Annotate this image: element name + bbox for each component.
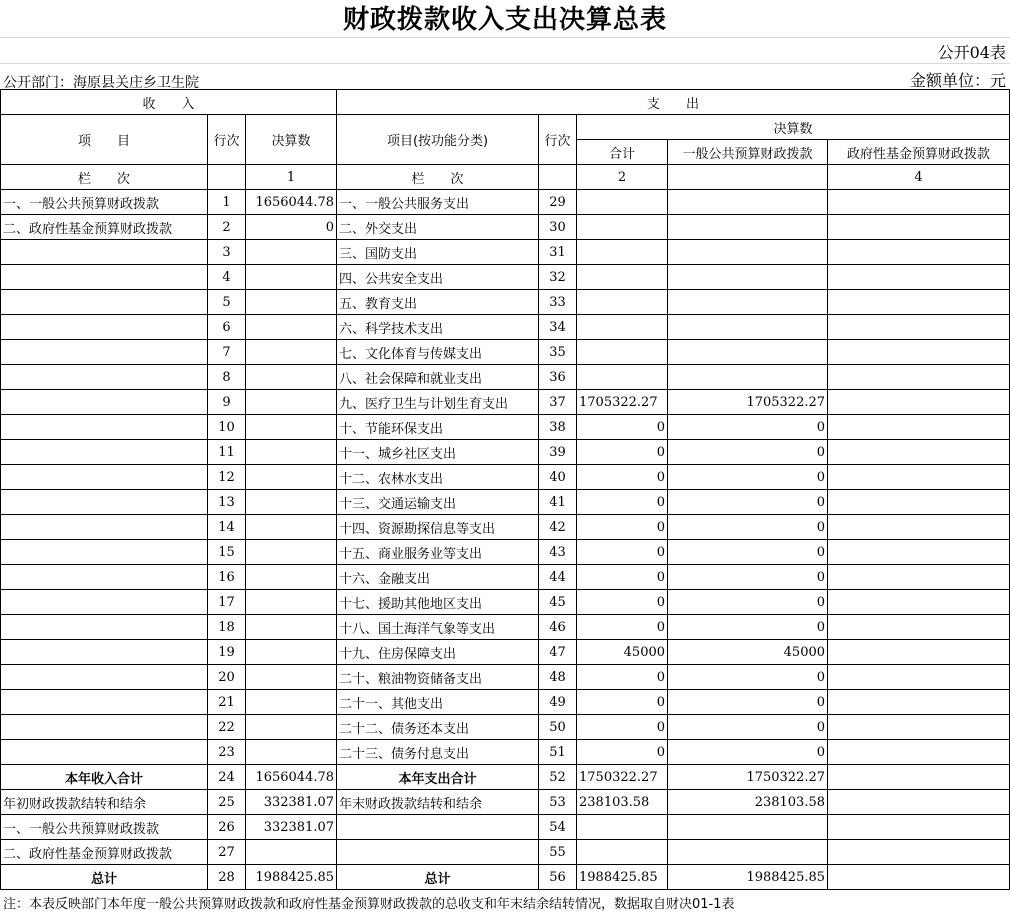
- expense-item-cell: 八、社会保障和就业支出: [337, 365, 539, 390]
- expense-line-no-cell: 47: [539, 640, 577, 665]
- expense-line-no-cell: 33: [539, 290, 577, 315]
- expense-fund-cell: [828, 340, 1010, 365]
- expense-item-header: 项目(按功能分类): [337, 115, 539, 165]
- table-row: [1, 640, 1010, 665]
- expense-item-cell: [337, 815, 539, 840]
- income-line-no-cell: 19: [208, 640, 246, 665]
- grid-line: [0, 37, 1010, 38]
- expense-general-cell: [668, 315, 828, 340]
- expense-fund-cell: [828, 190, 1010, 215]
- income-item-cell: [1, 465, 208, 490]
- expense-total-cell: 45000: [577, 640, 668, 665]
- expense-total-cell: [577, 315, 668, 340]
- expense-item-cell: 三、国防支出: [337, 240, 539, 265]
- expense-general-cell: [668, 815, 828, 840]
- expense-fund-cell: [828, 590, 1010, 615]
- expense-line-no-cell: 48: [539, 665, 577, 690]
- expense-total-cell: 1988425.85: [577, 865, 668, 890]
- income-line-no-cell: 21: [208, 690, 246, 715]
- expense-total-cell: [577, 190, 668, 215]
- income-item-cell: 二、政府性基金预算财政拨款: [1, 840, 208, 865]
- expense-fund-cell: [828, 390, 1010, 415]
- income-item-cell: [1, 365, 208, 390]
- expense-line-no-cell: 43: [539, 540, 577, 565]
- expense-line-no-cell: 53: [539, 790, 577, 815]
- expense-item-cell: 十三、交通运输支出: [337, 490, 539, 515]
- income-item-cell: [1, 615, 208, 640]
- income-line-no-cell: 23: [208, 740, 246, 765]
- table-row: [1, 565, 1010, 590]
- expense-line-no-header: 行次: [539, 115, 577, 165]
- income-item-cell: [1, 715, 208, 740]
- expense-total-cell: 0: [577, 490, 668, 515]
- expense-total-cell: [577, 265, 668, 290]
- income-amount-cell: 1656044.78: [246, 190, 337, 215]
- income-line-no-cell: 10: [208, 415, 246, 440]
- expense-fund-cell: [828, 440, 1010, 465]
- expense-total-cell: [577, 365, 668, 390]
- page-title: 财政拨款收入支出决算总表: [342, 5, 667, 35]
- column-number: 1: [246, 165, 337, 190]
- table-row: [1, 690, 1010, 715]
- table-row: [1, 765, 1010, 790]
- expense-line-no-cell: 32: [539, 265, 577, 290]
- expense-amount-header: 决算数: [577, 115, 1010, 140]
- income-item-cell: [1, 315, 208, 340]
- expense-general-cell: [668, 365, 828, 390]
- expense-general-cell: 0: [668, 565, 828, 590]
- expense-general-cell: 1705322.27: [668, 390, 828, 415]
- expense-total-cell: [577, 215, 668, 240]
- income-line-no-cell: 4: [208, 265, 246, 290]
- income-amount-cell: [246, 740, 337, 765]
- expense-general-cell: 0: [668, 440, 828, 465]
- income-item-cell: [1, 290, 208, 315]
- expense-total-cell: 0: [577, 715, 668, 740]
- expense-fund-cell: [828, 815, 1010, 840]
- income-amount-cell: [246, 640, 337, 665]
- income-line-no-cell: 6: [208, 315, 246, 340]
- income-amount-cell: [246, 565, 337, 590]
- department-label: 公开部门：海原县关庄乡卫生院: [3, 75, 199, 91]
- income-line-no-cell: 7: [208, 340, 246, 365]
- table-row: [1, 365, 1010, 390]
- expense-general-cell: 238103.58: [668, 790, 828, 815]
- income-amount-cell: [246, 840, 337, 865]
- expense-line-no-cell: 30: [539, 215, 577, 240]
- income-amount-cell: 332381.07: [246, 815, 337, 840]
- table-row: [1, 715, 1010, 740]
- income-line-no-cell: 15: [208, 540, 246, 565]
- expense-fund-cell: [828, 765, 1010, 790]
- expense-general-cell: 0: [668, 590, 828, 615]
- expense-general-cell: [668, 240, 828, 265]
- expense-general-cell: 0: [668, 665, 828, 690]
- table-row: [1, 815, 1010, 840]
- income-line-no-cell: 3: [208, 240, 246, 265]
- income-amount-cell: [246, 415, 337, 440]
- table-row: [1, 440, 1010, 465]
- income-amount-cell: [246, 290, 337, 315]
- income-line-no-cell: 2: [208, 215, 246, 240]
- expense-fund-cell: [828, 515, 1010, 540]
- expense-item-cell: 七、文化体育与传媒支出: [337, 340, 539, 365]
- expense-item-cell: 十一、城乡社区支出: [337, 440, 539, 465]
- expense-item-cell: 年末财政拨款结转和结余: [337, 790, 539, 815]
- income-line-no-cell: 26: [208, 815, 246, 840]
- expense-header: 支 出: [337, 90, 1010, 115]
- income-item-cell: [1, 265, 208, 290]
- income-line-no-cell: 27: [208, 840, 246, 865]
- income-amount-header: 决算数: [246, 115, 337, 165]
- income-line-no-cell: 20: [208, 665, 246, 690]
- expense-total-cell: 0: [577, 515, 668, 540]
- income-amount-cell: [246, 390, 337, 415]
- expense-line-no-cell: 50: [539, 715, 577, 740]
- income-amount-cell: [246, 590, 337, 615]
- expense-item-cell: 十九、住房保障支出: [337, 640, 539, 665]
- income-amount-cell: [246, 715, 337, 740]
- income-amount-cell: 1656044.78: [246, 765, 337, 790]
- expense-total-cell: [577, 340, 668, 365]
- table-row: [1, 415, 1010, 440]
- income-item-cell: [1, 665, 208, 690]
- expense-fund-cell: [828, 865, 1010, 890]
- income-line-no-cell: 8: [208, 365, 246, 390]
- expense-line-no-cell: 38: [539, 415, 577, 440]
- expense-fund-cell: [828, 315, 1010, 340]
- expense-line-no-cell: 31: [539, 240, 577, 265]
- expense-line-no-cell: 52: [539, 765, 577, 790]
- table-row: [1, 790, 1010, 815]
- expense-line-no-cell: 55: [539, 840, 577, 865]
- income-amount-cell: 332381.07: [246, 790, 337, 815]
- expense-total-cell: 1705322.27: [577, 390, 668, 415]
- expense-total-cell: 0: [577, 740, 668, 765]
- expense-fund-cell: [828, 840, 1010, 865]
- gov-fund-column-header: 政府性基金预算财政拨款: [828, 140, 1010, 165]
- column-label: 栏 次: [337, 165, 539, 190]
- table-row: [1, 265, 1010, 290]
- income-item-header: 项 目: [1, 115, 208, 165]
- income-item-cell: [1, 415, 208, 440]
- income-item-cell: 年初财政拨款结转和结余: [1, 790, 208, 815]
- table-row: [1, 390, 1010, 415]
- expense-item-cell: 六、科学技术支出: [337, 315, 539, 340]
- expense-general-cell: 45000: [668, 640, 828, 665]
- expense-total-cell: 0: [577, 565, 668, 590]
- expense-general-cell: [668, 840, 828, 865]
- expense-item-cell: 二十二、债务还本支出: [337, 715, 539, 740]
- expense-total-cell: 0: [577, 440, 668, 465]
- expense-item-cell: 十七、援助其他地区支出: [337, 590, 539, 615]
- expense-fund-cell: [828, 540, 1010, 565]
- expense-item-cell: 十二、农林水支出: [337, 465, 539, 490]
- column-number: 2: [577, 165, 668, 190]
- table-row: [1, 340, 1010, 365]
- expense-total-cell: 238103.58: [577, 790, 668, 815]
- column-number: [668, 165, 828, 190]
- expense-line-no-cell: 45: [539, 590, 577, 615]
- table-row: [1, 515, 1010, 540]
- income-line-no-cell: 28: [208, 865, 246, 890]
- income-line-no-cell: 9: [208, 390, 246, 415]
- expense-item-cell: 二、外交支出: [337, 215, 539, 240]
- income-item-cell: 本年收入合计: [1, 765, 208, 790]
- expense-general-cell: [668, 190, 828, 215]
- expense-line-no-cell: 37: [539, 390, 577, 415]
- income-amount-cell: [246, 540, 337, 565]
- expense-fund-cell: [828, 365, 1010, 390]
- expense-fund-cell: [828, 790, 1010, 815]
- footnote: 注：本表反映部门本年度一般公共预算财政拨款和政府性基金预算财政拨款的总收支和年末结余结转情况，数据取自财决01-1表: [3, 897, 735, 912]
- expense-fund-cell: [828, 465, 1010, 490]
- grid-line: [0, 63, 1010, 64]
- income-item-cell: [1, 540, 208, 565]
- expense-general-cell: 1988425.85: [668, 865, 828, 890]
- expense-total-cell: 0: [577, 665, 668, 690]
- income-line-no-cell: 16: [208, 565, 246, 590]
- expense-item-cell: 二十三、债务付息支出: [337, 740, 539, 765]
- table-row: [1, 490, 1010, 515]
- expense-general-cell: 0: [668, 540, 828, 565]
- expense-total-cell: 0: [577, 465, 668, 490]
- income-item-cell: [1, 390, 208, 415]
- expense-fund-cell: [828, 640, 1010, 665]
- income-amount-cell: [246, 365, 337, 390]
- income-line-no-cell: 22: [208, 715, 246, 740]
- income-item-cell: 一、一般公共预算财政拨款: [1, 815, 208, 840]
- income-item-cell: [1, 490, 208, 515]
- table-row: [1, 865, 1010, 890]
- expense-line-no-cell: 40: [539, 465, 577, 490]
- income-line-no-header: 行次: [208, 115, 246, 165]
- income-line-no-cell: 1: [208, 190, 246, 215]
- income-item-cell: [1, 240, 208, 265]
- expense-line-no-cell: 39: [539, 440, 577, 465]
- expense-line-no-cell: 49: [539, 690, 577, 715]
- income-amount-cell: [246, 265, 337, 290]
- income-item-cell: [1, 340, 208, 365]
- income-item-cell: 一、一般公共预算财政拨款: [1, 190, 208, 215]
- expense-general-cell: 0: [668, 490, 828, 515]
- income-amount-cell: [246, 615, 337, 640]
- income-line-no-cell: 17: [208, 590, 246, 615]
- income-line-no-cell: 12: [208, 465, 246, 490]
- income-item-cell: [1, 565, 208, 590]
- expense-line-no-cell: 29: [539, 190, 577, 215]
- expense-item-cell: 十六、金融支出: [337, 565, 539, 590]
- expense-line-no-cell: 36: [539, 365, 577, 390]
- income-amount-cell: [246, 665, 337, 690]
- general-budget-column-header: 一般公共预算财政拨款: [668, 140, 828, 165]
- expense-total-cell: 0: [577, 690, 668, 715]
- table-row: [1, 290, 1010, 315]
- table-row: [1, 315, 1010, 340]
- income-amount-cell: 1988425.85: [246, 865, 337, 890]
- column-number: 4: [828, 165, 1010, 190]
- table-row: [1, 215, 1010, 240]
- expense-item-cell: [337, 840, 539, 865]
- income-amount-cell: [246, 690, 337, 715]
- expense-total-cell: [577, 290, 668, 315]
- expense-general-cell: 0: [668, 690, 828, 715]
- income-line-no-cell: 14: [208, 515, 246, 540]
- income-item-cell: [1, 440, 208, 465]
- income-line-no-cell: 24: [208, 765, 246, 790]
- expense-item-cell: 九、医疗卫生与计划生育支出: [337, 390, 539, 415]
- income-item-cell: [1, 740, 208, 765]
- expense-item-cell: 四、公共安全支出: [337, 265, 539, 290]
- expense-fund-cell: [828, 215, 1010, 240]
- expense-item-cell: 十四、资源勘探信息等支出: [337, 515, 539, 540]
- expense-general-cell: 0: [668, 465, 828, 490]
- income-amount-cell: [246, 490, 337, 515]
- expense-general-cell: 0: [668, 715, 828, 740]
- income-line-no-cell: 5: [208, 290, 246, 315]
- expense-item-cell: 一、一般公共服务支出: [337, 190, 539, 215]
- form-code: 公开04表: [937, 43, 1006, 62]
- expense-item-cell: 本年支出合计: [337, 765, 539, 790]
- expense-line-no-cell: 35: [539, 340, 577, 365]
- income-header: 收 入: [1, 90, 337, 115]
- income-item-cell: [1, 515, 208, 540]
- expense-total-cell: 0: [577, 590, 668, 615]
- expense-item-cell: 二十一、其他支出: [337, 690, 539, 715]
- table-row: [1, 665, 1010, 690]
- expense-total-cell: 1750322.27: [577, 765, 668, 790]
- income-amount-cell: [246, 315, 337, 340]
- expense-total-cell: [577, 815, 668, 840]
- income-amount-cell: [246, 240, 337, 265]
- table-row: [1, 590, 1010, 615]
- budget-table: [0, 89, 1010, 890]
- income-item-cell: [1, 690, 208, 715]
- expense-total-cell: [577, 240, 668, 265]
- expense-fund-cell: [828, 240, 1010, 265]
- expense-line-no-cell: 54: [539, 815, 577, 840]
- income-line-no-cell: 18: [208, 615, 246, 640]
- expense-item-cell: 十、节能环保支出: [337, 415, 539, 440]
- income-line-no-cell: 11: [208, 440, 246, 465]
- total-column-header: 合计: [577, 140, 668, 165]
- column-label: 栏 次: [1, 165, 208, 190]
- income-line-no-cell: 13: [208, 490, 246, 515]
- income-item-cell: 总计: [1, 865, 208, 890]
- expense-fund-cell: [828, 690, 1010, 715]
- unit-label: 金额单位：元: [909, 71, 1006, 90]
- expense-fund-cell: [828, 265, 1010, 290]
- income-amount-cell: [246, 340, 337, 365]
- expense-total-cell: 0: [577, 615, 668, 640]
- empty-cell: [208, 165, 246, 190]
- table-row: [1, 615, 1010, 640]
- expense-line-no-cell: 51: [539, 740, 577, 765]
- expense-line-no-cell: 46: [539, 615, 577, 640]
- income-amount-cell: [246, 465, 337, 490]
- table-row: [1, 240, 1010, 265]
- income-amount-cell: [246, 515, 337, 540]
- table-row: [1, 190, 1010, 215]
- expense-fund-cell: [828, 615, 1010, 640]
- expense-item-cell: 二十、粮油物资储备支出: [337, 665, 539, 690]
- table-row: [1, 465, 1010, 490]
- expense-general-cell: [668, 265, 828, 290]
- expense-general-cell: 0: [668, 615, 828, 640]
- expense-fund-cell: [828, 415, 1010, 440]
- expense-general-cell: [668, 290, 828, 315]
- expense-fund-cell: [828, 565, 1010, 590]
- expense-general-cell: 0: [668, 740, 828, 765]
- expense-line-no-cell: 56: [539, 865, 577, 890]
- income-amount-cell: [246, 440, 337, 465]
- expense-general-cell: [668, 215, 828, 240]
- expense-total-cell: 0: [577, 415, 668, 440]
- income-line-no-cell: 25: [208, 790, 246, 815]
- expense-item-cell: 五、教育支出: [337, 290, 539, 315]
- income-item-cell: 二、政府性基金预算财政拨款: [1, 215, 208, 240]
- expense-fund-cell: [828, 665, 1010, 690]
- expense-line-no-cell: 42: [539, 515, 577, 540]
- expense-line-no-cell: 34: [539, 315, 577, 340]
- expense-item-cell: 总计: [337, 865, 539, 890]
- expense-general-cell: 0: [668, 415, 828, 440]
- expense-item-cell: 十五、商业服务业等支出: [337, 540, 539, 565]
- table-row: [1, 540, 1010, 565]
- expense-total-cell: 0: [577, 540, 668, 565]
- expense-general-cell: [668, 340, 828, 365]
- income-item-cell: [1, 590, 208, 615]
- expense-line-no-cell: 44: [539, 565, 577, 590]
- expense-general-cell: 1750322.27: [668, 765, 828, 790]
- expense-total-cell: [577, 840, 668, 865]
- expense-fund-cell: [828, 715, 1010, 740]
- expense-item-cell: 十八、国土海洋气象等支出: [337, 615, 539, 640]
- empty-cell: [539, 165, 577, 190]
- expense-line-no-cell: 41: [539, 490, 577, 515]
- expense-fund-cell: [828, 290, 1010, 315]
- table-row: [1, 840, 1010, 865]
- income-amount-cell: 0: [246, 215, 337, 240]
- expense-fund-cell: [828, 490, 1010, 515]
- table-row: [1, 740, 1010, 765]
- income-item-cell: [1, 640, 208, 665]
- expense-fund-cell: [828, 740, 1010, 765]
- expense-general-cell: 0: [668, 515, 828, 540]
